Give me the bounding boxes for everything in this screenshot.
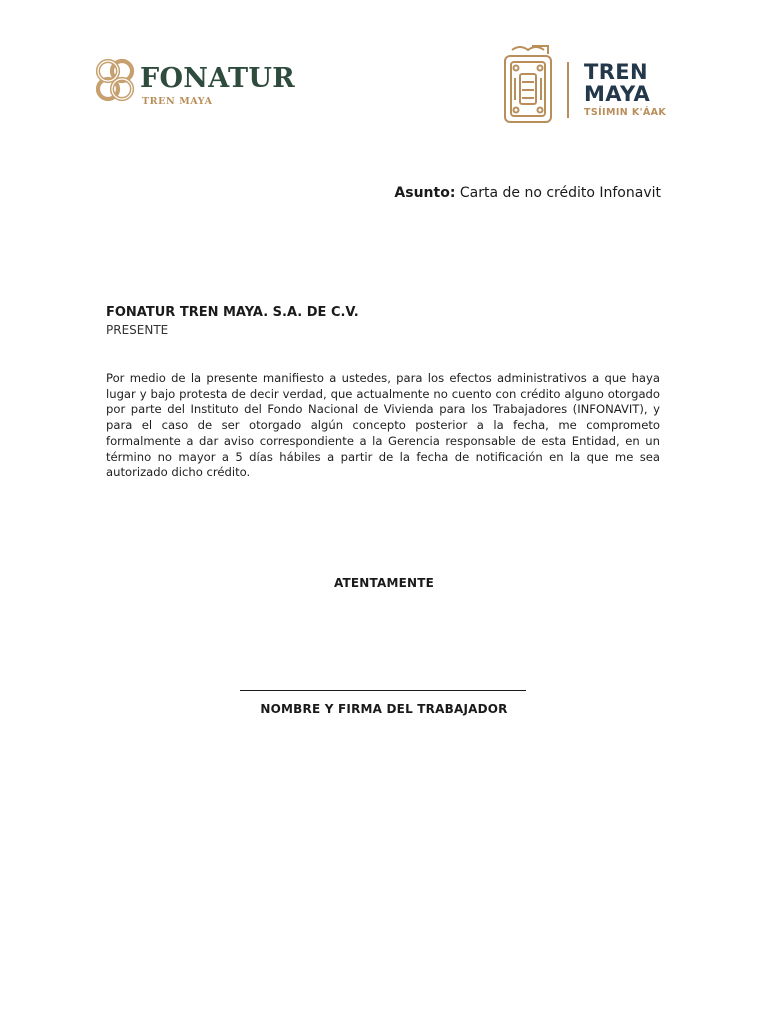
fonatur-tren-maya-logo — [92, 57, 302, 109]
tren-maya-logo — [500, 44, 670, 128]
subject-text: Carta de no crédito Infonavit — [455, 185, 661, 201]
tren-maya-subtitle: TSÍIMIN K'ÁAK — [584, 107, 667, 118]
subject-label: Asunto: — [394, 185, 456, 201]
addressee-name: FONATUR TREN MAYA. S.A. DE C.V. — [106, 305, 359, 320]
fonatur-knot-icon — [92, 57, 138, 105]
maya-wordmark: MAYA — [584, 82, 651, 106]
closing-atentamente: ATENTAMENTE — [333, 576, 435, 590]
letter-body: Por medio de la presente manifiesto a ustedes, para los efectos administrativos a que haya lugar y bajo protesta de decir verdad, que actualmente no cuento con crédito alguno otorgado por parte del Instituto del Fondo Nacional de Vivienda para los Trabajadores (INFONAVIT), y para el caso de ser otorgado algún concepto posterior a la fecha, me comprometo formalmente a dar aviso correspondiente a la Gerencia responsable de esta Entidad, en un término no mayor a 5 días hábiles a partir de la fecha de notificación en la que me sea autorizado dicho crédito. — [106, 371, 660, 480]
tren-wordmark: TREN — [584, 60, 649, 84]
logo-divider — [567, 62, 569, 118]
subject-line — [394, 185, 661, 201]
signature-caption: NOMBRE Y FIRMA DEL TRABAJADOR — [260, 702, 508, 716]
fonatur-wordmark: FONATUR — [140, 63, 296, 94]
addressee-presente: PRESENTE — [106, 323, 169, 337]
mayan-glyph-icon — [502, 44, 554, 126]
fonatur-subtitle: TREN MAYA — [142, 96, 213, 107]
signature-line — [240, 690, 526, 691]
